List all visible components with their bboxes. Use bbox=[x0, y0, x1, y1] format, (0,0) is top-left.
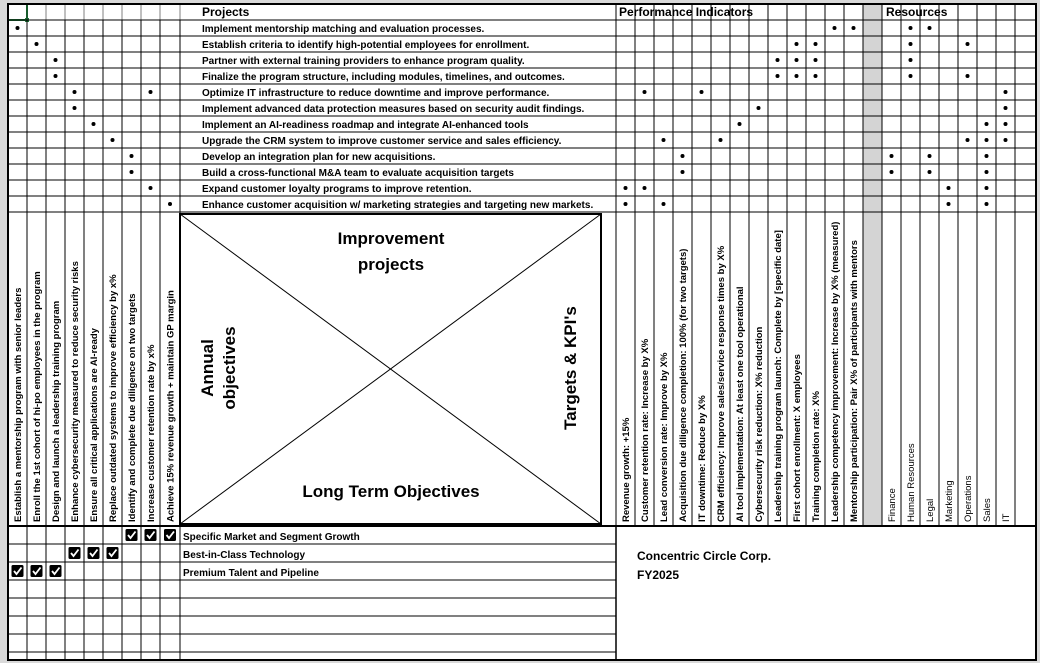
resource-mark-p8-r6 bbox=[985, 138, 989, 142]
resource-operations: Operations bbox=[963, 475, 974, 522]
project-12: Enhance customer acquisition w/ marketing strategies and targeting new markets. bbox=[202, 200, 594, 211]
check-icon bbox=[31, 565, 43, 577]
check-icon bbox=[164, 529, 176, 541]
annual-objective-3: Design and launch a leadership training program bbox=[51, 300, 62, 522]
company-name: Concentric Circle Corp. bbox=[637, 549, 772, 563]
project-9: Develop an integration plan for new acquisitions. bbox=[202, 152, 436, 163]
kpi-mark-p7-k7 bbox=[738, 122, 742, 126]
kpi-mark-p11-k2 bbox=[643, 186, 647, 190]
resource-mark-p8-r7 bbox=[1004, 138, 1008, 142]
long-term-objective-2: Best-in-Class Technology bbox=[183, 550, 306, 561]
kpi-mark-p10-k4 bbox=[681, 170, 685, 174]
check-icon bbox=[107, 547, 119, 559]
kpi-mark-p2-k11 bbox=[814, 42, 818, 46]
annual-objectives-label-line1: Annual bbox=[198, 339, 217, 397]
resource-mark-p7-r6 bbox=[985, 122, 989, 126]
project-6: Implement advanced data protection measures based on security audit findings. bbox=[202, 104, 585, 115]
kpi-mark-p6-k8 bbox=[757, 106, 761, 110]
projects-header: Projects bbox=[202, 5, 250, 19]
annual-objective-7: Identify and complete due diligence on two targets bbox=[127, 293, 138, 522]
resource-mark-p3-r2 bbox=[909, 58, 913, 62]
project-8: Upgrade the CRM system to improve customer service and sales efficiency. bbox=[202, 136, 562, 147]
check-icon bbox=[126, 529, 138, 541]
resource-mark-p4-r5 bbox=[966, 74, 970, 78]
resource-mark-p1-r3 bbox=[928, 26, 932, 30]
kpi-5: IT downtime: Reduce by X% bbox=[697, 395, 708, 522]
annual-objectives-label-line2: objectives bbox=[220, 326, 239, 410]
resource-mark-p10-r6 bbox=[985, 170, 989, 174]
kpi-header: Performance Indicators bbox=[619, 5, 754, 19]
resource-mark-p12-r6 bbox=[985, 202, 989, 206]
objective-mark-p7-o5 bbox=[92, 122, 96, 126]
objective-mark-p4-o3 bbox=[54, 74, 58, 78]
resource-legal: Legal bbox=[925, 498, 936, 522]
resource-sales: Sales bbox=[982, 498, 993, 522]
resource-mark-p5-r7 bbox=[1004, 90, 1008, 94]
objective-mark-p3-o3 bbox=[54, 58, 58, 62]
project-4: Finalize the program structure, including modules, timelines, and outcomes. bbox=[202, 72, 565, 83]
objective-mark-p11-o8 bbox=[149, 186, 153, 190]
project-5: Optimize IT infrastructure to reduce downtime and improve performance. bbox=[202, 88, 550, 99]
resource-mark-p7-r7 bbox=[1004, 122, 1008, 126]
kpi-mark-p4-k11 bbox=[814, 74, 818, 78]
objective-mark-p12-o9 bbox=[168, 202, 172, 206]
resource-mark-p9-r1 bbox=[890, 154, 894, 158]
long-term-objectives-label: Long Term Objectives bbox=[302, 482, 480, 501]
objective-mark-p6-o4 bbox=[73, 106, 77, 110]
resource-mark-p9-r3 bbox=[928, 154, 932, 158]
annual-objective-8: Increase customer retention rate by x% bbox=[146, 344, 157, 522]
resource-mark-p12-r4 bbox=[947, 202, 951, 206]
kpi-mark-p3-k9 bbox=[776, 58, 780, 62]
kpi-10: First cohort enrollment: X employees bbox=[792, 354, 803, 522]
annual-objective-2: Enroll the 1st cohort of hi-po employees in the program bbox=[32, 271, 43, 522]
kpi-mark-p3-k10 bbox=[795, 58, 799, 62]
kpi-mark-p2-k10 bbox=[795, 42, 799, 46]
objective-mark-p2-o2 bbox=[35, 42, 39, 46]
fiscal-year: FY2025 bbox=[637, 568, 680, 582]
resource-mark-p10-r1 bbox=[890, 170, 894, 174]
objective-mark-p5-o8 bbox=[149, 90, 153, 94]
check-icon bbox=[12, 565, 24, 577]
annual-objective-5: Ensure all critical applications are AI-ready bbox=[89, 328, 100, 522]
objective-mark-p8-o6 bbox=[111, 138, 115, 142]
annual-objective-4: Enhance cybersecurity measured to reduce security risks bbox=[70, 261, 81, 522]
kpi-2: Customer retention rate: Increase by X% bbox=[640, 338, 651, 522]
resource-mark-p11-r6 bbox=[985, 186, 989, 190]
resource-mark-p8-r5 bbox=[966, 138, 970, 142]
resource-mark-p10-r3 bbox=[928, 170, 932, 174]
check-icon bbox=[145, 529, 157, 541]
long-term-objective-1: Specific Market and Segment Growth bbox=[183, 532, 360, 543]
annual-objective-9: Achieve 15% revenue growth + maintain GP margin bbox=[165, 290, 177, 522]
kpi-3: Lead conversion rate: Improve by X% bbox=[659, 352, 670, 522]
objective-mark-p5-o4 bbox=[73, 90, 77, 94]
kpi-mark-p12-k1 bbox=[624, 202, 628, 206]
check-icon bbox=[50, 565, 62, 577]
objective-mark-p1-o1 bbox=[16, 26, 20, 30]
project-7: Implement an AI-readiness roadmap and integrate AI-enhanced tools bbox=[202, 120, 529, 131]
resource-human-resources: Human Resources bbox=[906, 443, 917, 522]
kpi-8: Cybersecurity risk reduction: X% reduction bbox=[754, 326, 765, 522]
kpi-mark-p1-k13 bbox=[852, 26, 856, 30]
kpi-mark-p4-k9 bbox=[776, 74, 780, 78]
annual-objective-6: Replace outdated systems to improve efficiency by x% bbox=[108, 274, 119, 522]
resource-mark-p1-r2 bbox=[909, 26, 913, 30]
resource-mark-p9-r6 bbox=[985, 154, 989, 158]
resource-mark-p11-r4 bbox=[947, 186, 951, 190]
project-10: Build a cross-functional M&A team to evaluate acquisition targets bbox=[202, 168, 514, 179]
kpi-1: Revenue growth: +15% bbox=[621, 417, 632, 522]
check-icon bbox=[88, 547, 100, 559]
kpi-4: Acquisition due diligence completion: 100% (for two targets) bbox=[678, 248, 689, 522]
resource-mark-p2-r2 bbox=[909, 42, 913, 46]
long-term-objective-3: Premium Talent and Pipeline bbox=[183, 568, 319, 579]
kpi-11: Training completion rate: X% bbox=[811, 391, 822, 522]
resource-mark-p2-r5 bbox=[966, 42, 970, 46]
kpi-mark-p5-k2 bbox=[643, 90, 647, 94]
kpi-7: AI tool implementation: At least one tool operational bbox=[735, 286, 746, 522]
targets-kpis-label: Targets & KPI's bbox=[561, 306, 580, 430]
resource-it: IT bbox=[1001, 513, 1012, 522]
kpi-mark-p4-k10 bbox=[795, 74, 799, 78]
kpi-13: Mentorship participation: Pair X% of participants with mentors bbox=[849, 240, 860, 522]
project-2: Establish criteria to identify high-potential employees for enrollment. bbox=[202, 40, 530, 51]
resource-mark-p4-r2 bbox=[909, 74, 913, 78]
kpi-12: Leadership competency improvement: Increase by X% (measured) bbox=[830, 221, 841, 522]
kpi-mark-p9-k4 bbox=[681, 154, 685, 158]
resources-header: Resources bbox=[886, 5, 948, 19]
project-3: Partner with external training providers to enhance program quality. bbox=[202, 56, 525, 67]
kpi-9: Leadership training program launch: Complete by [specific date] bbox=[773, 230, 784, 522]
resource-marketing: Marketing bbox=[944, 480, 955, 522]
resource-mark-p6-r7 bbox=[1004, 106, 1008, 110]
objective-mark-p9-o7 bbox=[130, 154, 134, 158]
kpi-mark-p1-k12 bbox=[833, 26, 837, 30]
annual-objective-1: Establish a mentorship program with senior leaders bbox=[13, 287, 24, 522]
check-icon bbox=[69, 547, 81, 559]
kpi-mark-p5-k5 bbox=[700, 90, 704, 94]
kpi-mark-p11-k1 bbox=[624, 186, 628, 190]
objective-mark-p10-o7 bbox=[130, 170, 134, 174]
project-1: Implement mentorship matching and evaluation processes. bbox=[202, 24, 485, 35]
kpi-mark-p8-k3 bbox=[662, 138, 666, 142]
project-11: Expand customer loyalty programs to improve retention. bbox=[202, 184, 472, 195]
improvement-projects-label-line1: Improvement bbox=[337, 229, 445, 248]
kpi-mark-p12-k3 bbox=[662, 202, 666, 206]
resource-finance: Finance bbox=[887, 488, 898, 522]
kpi-6: CRM efficiency: Improve sales/service response times by X% bbox=[716, 245, 727, 522]
kpi-mark-p3-k11 bbox=[814, 58, 818, 62]
improvement-projects-label-line2: projects bbox=[357, 255, 425, 274]
kpi-mark-p8-k6 bbox=[719, 138, 723, 142]
